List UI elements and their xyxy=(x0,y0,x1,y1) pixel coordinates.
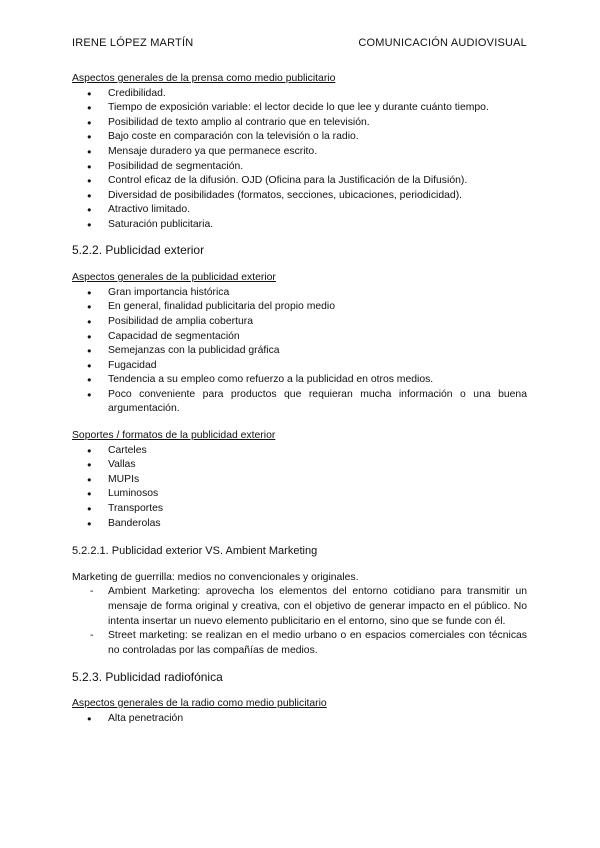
list-item: ● Vallas xyxy=(72,458,527,473)
list-item: ● Control eficaz de la difusión. OJD (Oficina para la Justificación de la Difusión). xyxy=(72,174,527,189)
exterior-list xyxy=(72,286,527,417)
radio-title: Aspectos generales de la radio como medio publicitario xyxy=(72,697,327,709)
list-item: ● Transportes xyxy=(72,502,527,517)
list-item: ● Tendencia a su empleo como refuerzo a la publicidad en otros medios. xyxy=(72,373,527,388)
list-item: ● Credibilidad. xyxy=(72,87,527,102)
prensa-list xyxy=(72,87,527,233)
guerrilla-intro: Marketing de guerrilla: medios no convencionales y originales. xyxy=(72,571,359,583)
radio-list xyxy=(72,712,527,727)
exterior-title: Aspectos generales de la publicidad exterior xyxy=(72,272,276,284)
list-item: ● En general, finalidad publicitaria del propio medio xyxy=(72,300,527,315)
page-header xyxy=(72,37,527,51)
list-item: ● Posibilidad de amplia cobertura xyxy=(72,315,527,330)
list-item: ● Capacidad de segmentación xyxy=(72,330,527,345)
soportes-list xyxy=(72,444,527,532)
section-heading-523: 5.2.3. Publicidad radiofónica xyxy=(72,670,223,685)
list-item: ● Bajo coste en comparación con la televisión o la radio. xyxy=(72,130,527,145)
list-item: ● Poco conveniente para productos que requieran mucha información o una buena argumentación. xyxy=(72,388,527,417)
list-item: ● Tiempo de exposición variable: el lector decide lo que lee y durante cuánto tiempo. xyxy=(72,101,527,116)
list-item: ● Alta penetración xyxy=(72,712,527,727)
list-item: ● Semejanzas con la publicidad gráfica xyxy=(72,344,527,359)
list-item: ● Posibilidad de segmentación. xyxy=(72,160,527,175)
guerrilla-list xyxy=(72,585,527,658)
subject-name: COMUNICACIÓN AUDIOVISUAL xyxy=(358,37,527,49)
document-body xyxy=(72,72,527,726)
author-name: IRENE LÓPEZ MARTÍN xyxy=(72,37,194,49)
list-item: ● Gran importancia histórica xyxy=(72,286,527,301)
list-item: ● Diversidad de posibilidades (formatos, secciones, ubicaciones, periodicidad). xyxy=(72,189,527,204)
list-item: ● Mensaje duradero ya que permanece escrito. xyxy=(72,145,527,160)
list-item: ● Posibilidad de texto amplio al contrario que en televisión. xyxy=(72,116,527,131)
list-item: - Ambient Marketing: aprovecha los elementos del entorno cotidiano para transmitir un mensaje de forma original y creativa, con el objetivo de generar impacto en el público. No intenta insertar un nuevo elemento publicitario en el entorno, sino que se funde con él. xyxy=(72,585,527,629)
prensa-title: Aspectos generales de la prensa como medio publicitario xyxy=(72,73,336,84)
section-heading-5221: 5.2.2.1. Publicidad exterior VS. Ambient Marketing xyxy=(72,545,318,558)
list-item: ● Carteles xyxy=(72,444,527,459)
list-item: ● Fugacidad xyxy=(72,359,527,374)
list-item: ● Banderolas xyxy=(72,517,527,532)
list-item: ● Luminosos xyxy=(72,487,527,502)
soportes-title: Soportes / formatos de la publicidad exterior xyxy=(72,430,276,442)
list-item: ● Saturación publicitaria. xyxy=(72,218,527,233)
list-item: ● Atractivo limitado. xyxy=(72,203,527,218)
list-item: - Street marketing: se realizan en el medio urbano o en espacios comerciales con técnicas no controladas por las compañías de medios. xyxy=(72,629,527,658)
section-heading-522: 5.2.2. Publicidad exterior xyxy=(72,242,205,257)
list-item: ● MUPIs xyxy=(72,473,527,488)
